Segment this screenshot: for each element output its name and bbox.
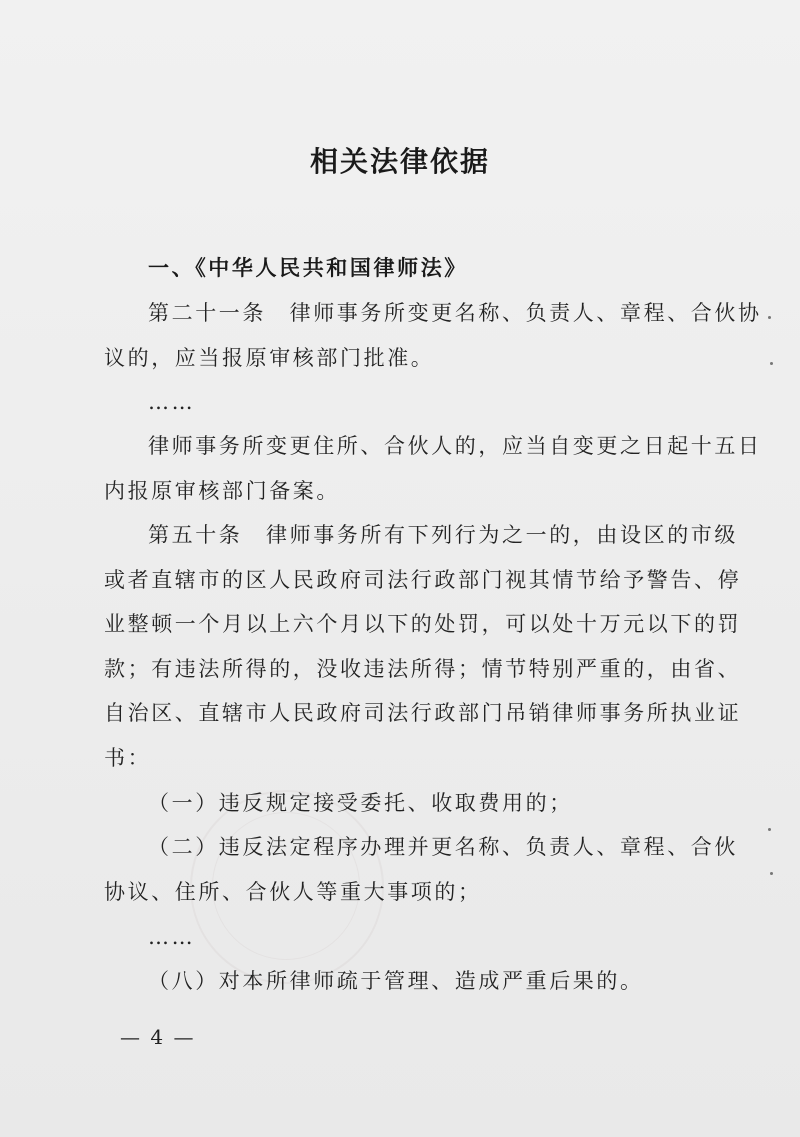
text-line: 第二十一条 律师事务所变更名称、负责人、章程、合伙协 <box>148 301 762 325</box>
text-line: （二）违反法定程序办理并更名称、负责人、章程、合伙 <box>148 835 738 859</box>
document-title: 相关法律依据 <box>309 145 490 178</box>
text-line: （八）对本所律师疏于管理、造成严重后果的。 <box>148 969 644 993</box>
text-line: 议的，应当报原审核部门批准。 <box>104 346 435 370</box>
text-line: 业整顿一个月以上六个月以下的处罚，可以处十万元以下的罚 <box>104 612 742 636</box>
margin-speck <box>768 828 771 831</box>
margin-speck <box>768 316 771 319</box>
text-line: 款；有违法所得的，没收违法所得；情节特别严重的，由省、 <box>104 657 742 681</box>
text-line: 律师事务所变更住所、合伙人的，应当自变更之日起十五日 <box>148 434 762 458</box>
text-line: 协议、住所、合伙人等重大事项的； <box>104 880 482 904</box>
margin-speck <box>770 362 773 365</box>
page-number: — 4 — <box>120 1025 196 1049</box>
section-heading: 一、《中华人民共和国律师法》 <box>148 256 468 280</box>
margin-speck <box>770 872 773 875</box>
ellipsis-line: …… <box>148 390 196 414</box>
text-line: 或者直辖市的区人民政府司法行政部门视其情节给予警告、停 <box>104 568 742 592</box>
text-line: 第五十条 律师事务所有下列行为之一的，由设区的市级 <box>148 523 738 547</box>
ellipsis-line: …… <box>148 925 196 949</box>
text-line: （一）违反规定接受委托、收取费用的； <box>148 791 573 815</box>
text-line: 内报原审核部门备案。 <box>104 479 340 503</box>
text-line: 书： <box>104 746 152 770</box>
text-line: 自治区、直辖市人民政府司法行政部门吊销律师事务所执业证 <box>104 701 742 725</box>
